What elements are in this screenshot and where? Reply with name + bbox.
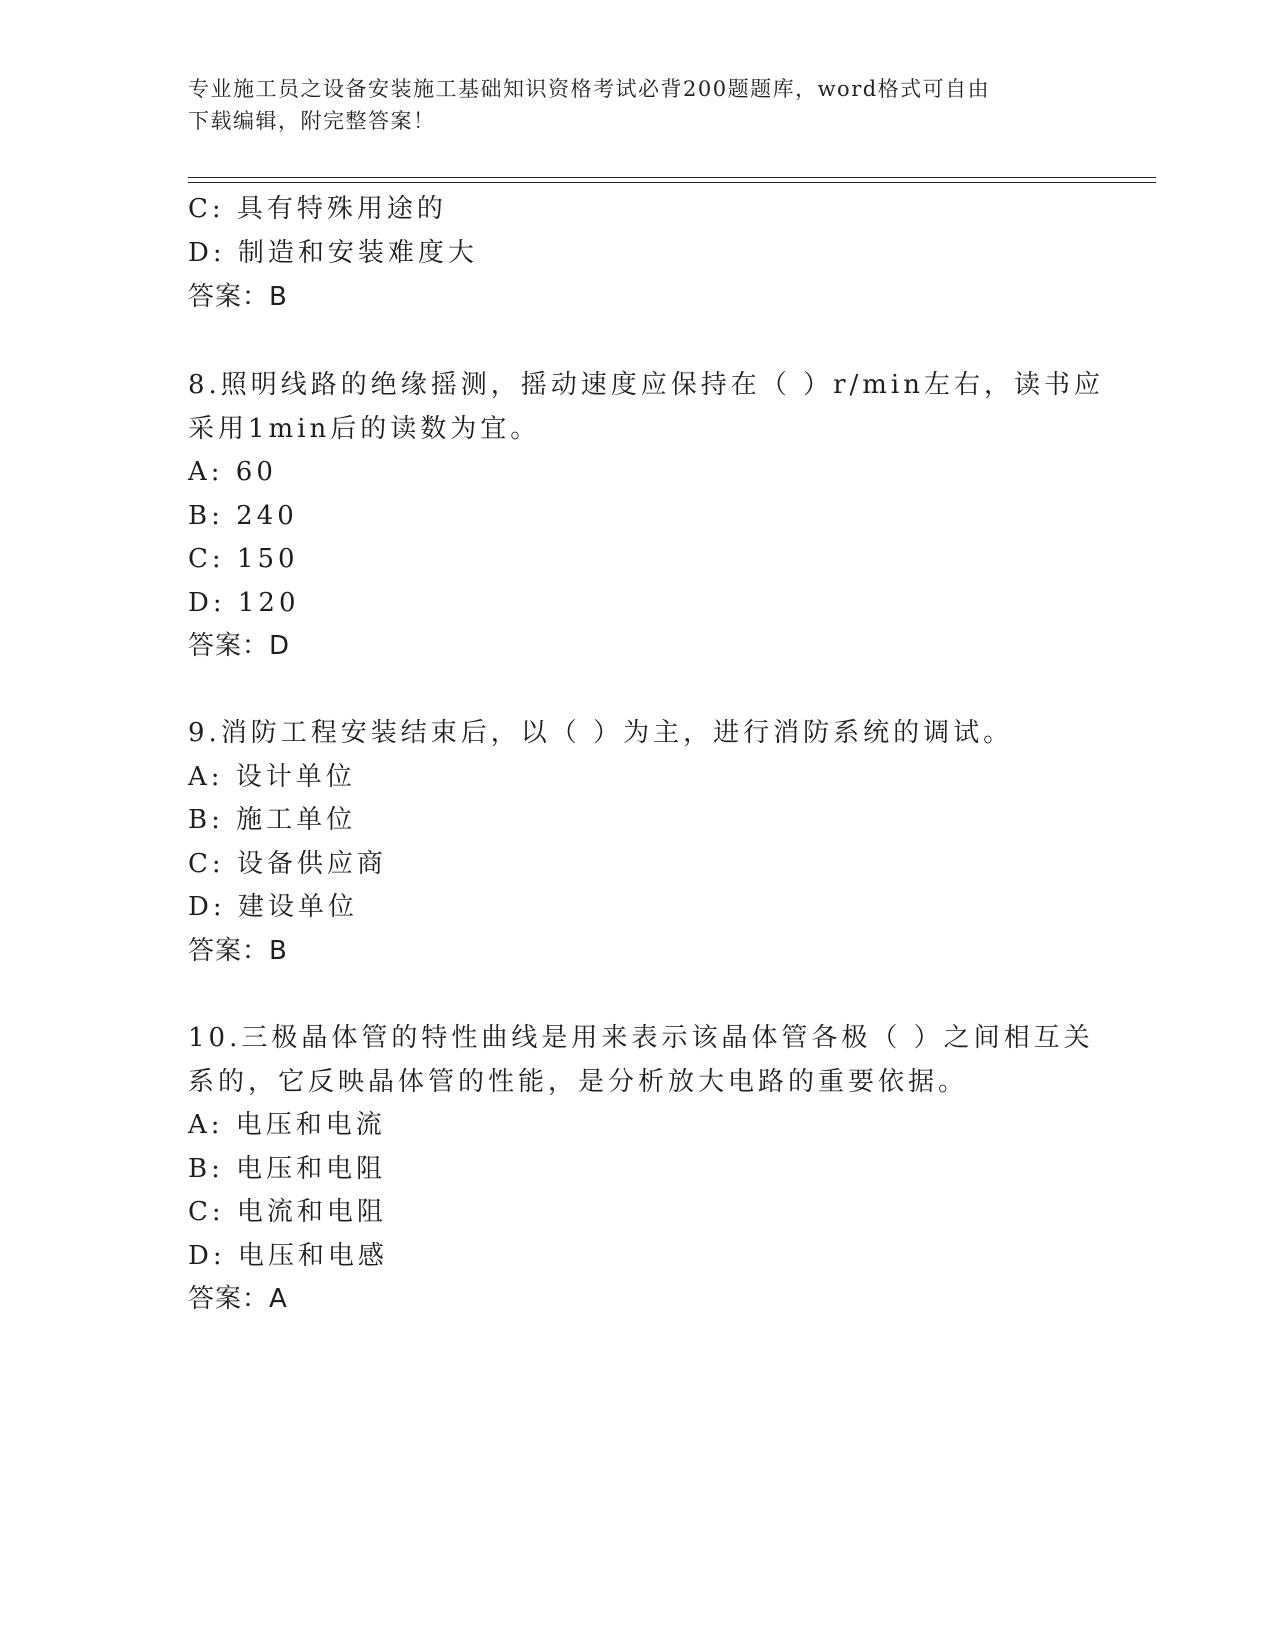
- q9-option-d: D: 建设单位: [188, 892, 358, 922]
- header-divider-top: [188, 177, 1156, 178]
- header-divider-bottom: [188, 182, 1156, 183]
- q8-option-d: D: 120: [188, 588, 300, 618]
- q8-option-c: C: 150: [188, 544, 299, 574]
- header-line-1: 专业施工员之设备安装施工基础知识资格考试必背200题题库，word格式可自由: [188, 77, 991, 101]
- q8-stem-line-2: 采用1min后的读数为宜。: [188, 414, 541, 444]
- q8-option-b: B: 240: [188, 501, 298, 531]
- q7-option-d: D: 制造和安装难度大: [188, 238, 478, 268]
- q10-option-d: D: 电压和电感: [188, 1241, 388, 1271]
- header-line-2: 下载编辑，附完整答案！: [188, 109, 436, 133]
- q9-option-b: B: 施工单位: [188, 805, 357, 835]
- q8-option-a: A: 60: [188, 457, 277, 487]
- q8-answer: 答案：D: [188, 631, 291, 661]
- q10-option-b: B: 电压和电阻: [188, 1154, 387, 1184]
- q10-answer: 答案：A: [188, 1284, 288, 1314]
- q9-stem-line-1: 9.消防工程安装结束后，以（ ）为主，进行消防系统的调试。: [188, 718, 1014, 748]
- q10-stem-line-2: 系的，它反映晶体管的性能，是分析放大电路的重要依据。: [188, 1067, 969, 1097]
- q9-answer: 答案：B: [188, 936, 288, 966]
- q9-option-a: A: 设计单位: [188, 762, 356, 792]
- q10-option-c: C: 电流和电阻: [188, 1197, 387, 1227]
- q7-option-c: C: 具有特殊用途的: [188, 194, 447, 224]
- document-header: [188, 73, 1068, 137]
- q7-answer: 答案：B: [188, 282, 288, 312]
- q10-option-a: A: 电压和电流: [188, 1110, 386, 1140]
- q9-option-c: C: 设备供应商: [188, 849, 387, 879]
- q8-stem-line-1: 8.照明线路的绝缘摇测，摇动速度应保持在（ ）r/min左右，读书应: [188, 370, 1104, 400]
- q10-stem-line-1: 10.三极晶体管的特性曲线是用来表示该晶体管各极（ ）之间相互关: [188, 1023, 1094, 1053]
